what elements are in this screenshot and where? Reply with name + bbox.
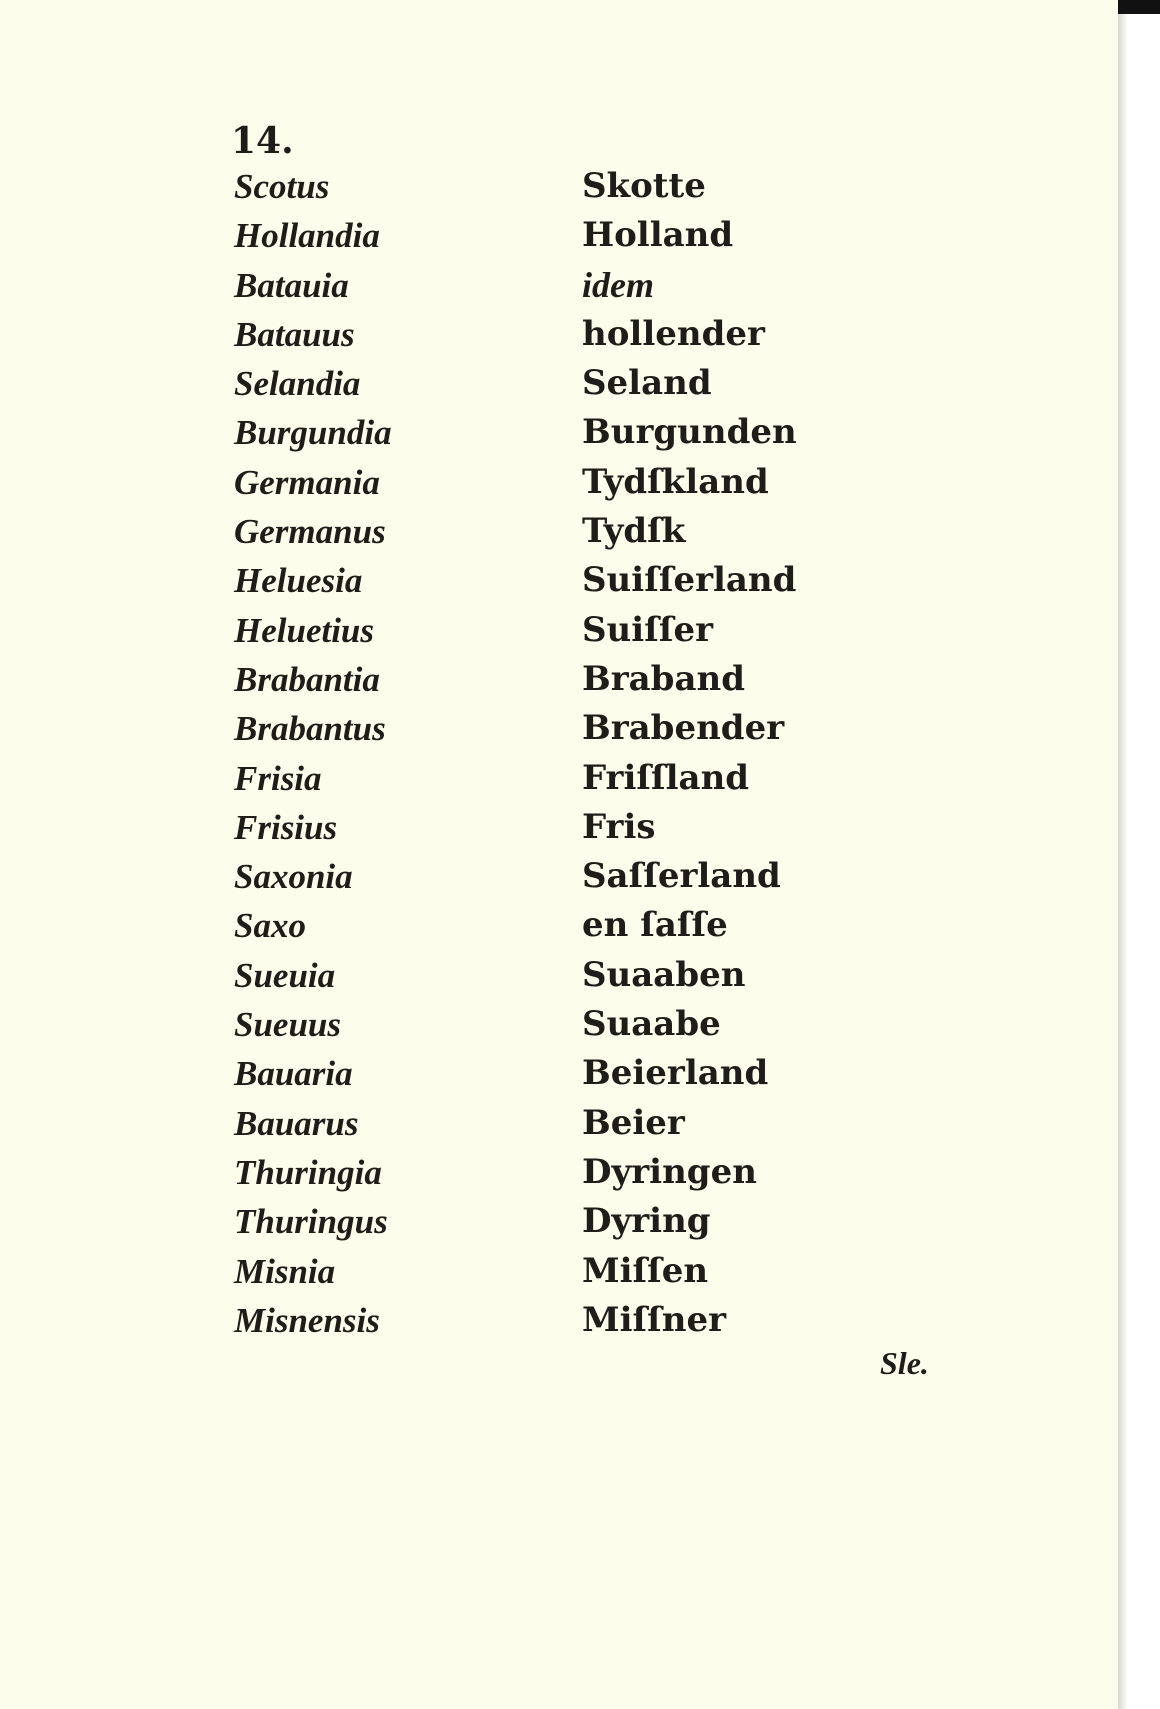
- latin-term: Batauus: [234, 314, 355, 354]
- danish-column: [582, 162, 797, 1345]
- danish-term: Suaabe: [582, 1004, 721, 1045]
- danish-term: Beier: [582, 1102, 685, 1143]
- latin-term: Heluesia: [234, 561, 363, 601]
- latin-term: Scotus: [234, 167, 330, 206]
- latin-term: Thuringia: [234, 1152, 382, 1192]
- danish-term: Suiſſer: [582, 609, 713, 650]
- latin-term: Thuringus: [234, 1202, 388, 1242]
- latin-term: Brabantia: [234, 659, 380, 699]
- latin-term: Misnia: [234, 1251, 336, 1291]
- latin-term: Bauaria: [234, 1054, 353, 1094]
- danish-term: Tydſkland: [582, 461, 769, 502]
- latin-term: Heluetius: [234, 610, 375, 650]
- danish-term: Miſſen: [582, 1250, 709, 1291]
- danish-term: Suaaben: [582, 954, 746, 995]
- danish-term: Tydſk: [582, 511, 686, 552]
- latin-term: Sueuus: [234, 1005, 342, 1045]
- danish-term: Holland: [582, 215, 734, 256]
- danish-term: Brabender: [582, 708, 785, 749]
- latin-term: Misnensis: [234, 1300, 380, 1340]
- danish-term: Seland: [582, 363, 712, 404]
- danish-term: Skotte: [582, 166, 706, 206]
- latin-column: [234, 162, 392, 1345]
- latin-term: Sueuia: [234, 955, 336, 995]
- latin-term: Frisius: [234, 807, 338, 847]
- page-number: 14.: [231, 120, 294, 162]
- latin-term: Batauia: [234, 265, 349, 305]
- danish-term: Burgunden: [582, 412, 797, 453]
- danish-term: hollender: [582, 313, 765, 354]
- latin-term: Bauarus: [234, 1103, 359, 1143]
- catchword: Sle.: [880, 1345, 929, 1381]
- latin-term: Saxonia: [234, 857, 353, 897]
- danish-term: Beierland: [582, 1053, 769, 1094]
- latin-term: Burgundia: [234, 413, 392, 453]
- danish-term: Miſſner: [582, 1299, 727, 1340]
- danish-term: Braband: [582, 658, 745, 699]
- latin-term: Germanus: [234, 512, 386, 552]
- danish-term: Suiſſerland: [582, 560, 797, 601]
- latin-term: Germania: [234, 462, 380, 502]
- latin-term: Selandia: [234, 364, 361, 404]
- latin-term: Frisia: [234, 758, 322, 798]
- danish-term: Dyring: [582, 1201, 711, 1242]
- danish-term: Dyringen: [582, 1151, 757, 1192]
- danish-term: en ſaſſe: [582, 905, 728, 946]
- scan-corner-mark: [1118, 0, 1160, 14]
- latin-term: Saxo: [234, 906, 306, 946]
- danish-term: Saſſerland: [582, 856, 781, 897]
- danish-term: idem: [582, 264, 654, 305]
- latin-term: Brabantus: [234, 709, 386, 749]
- danish-term: Friſſland: [582, 757, 750, 798]
- page-edge: [1118, 0, 1128, 1709]
- danish-term: Fris: [582, 806, 656, 847]
- latin-term: Hollandia: [234, 216, 380, 256]
